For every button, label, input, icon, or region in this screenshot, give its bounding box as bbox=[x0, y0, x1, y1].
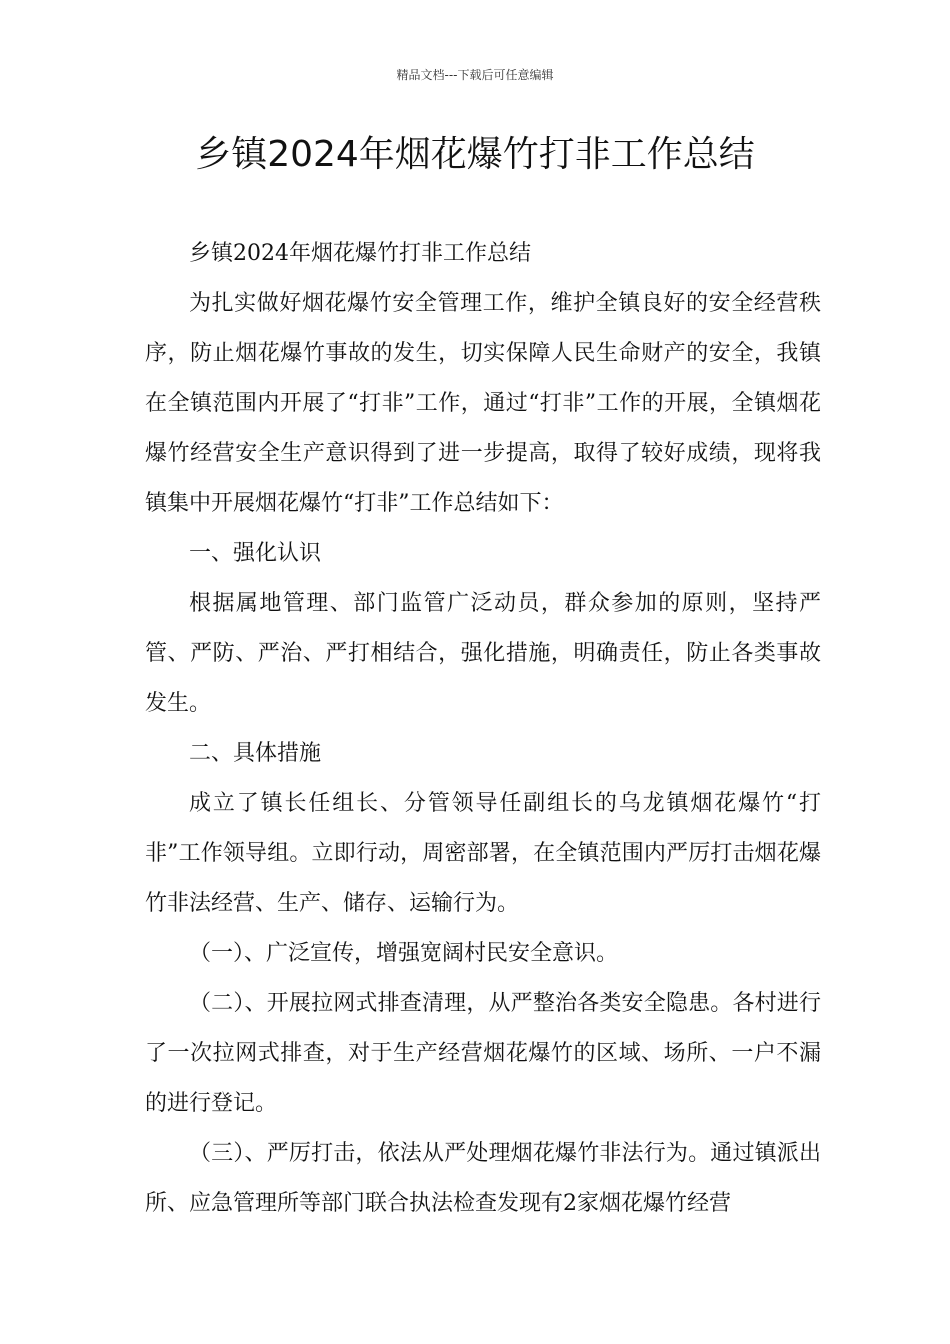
paragraph-subtitle: 乡镇2024年烟花爆竹打非工作总结 bbox=[189, 241, 531, 266]
paragraph-section-2: 成立了镇长任组长、分管领导任副组长的乌龙镇烟花爆竹“打非”工作领导组。立即行动，周密部署，在全镇范围内严厉打击烟花爆竹非法经营、生产、储存、运输行为。 bbox=[145, 791, 821, 916]
paragraph-item-2: （二）、开展拉网式排查清理，从严整治各类安全隐患。各村进行了一次拉网式排查，对于生产经营烟花爆竹的区域、场所、一户不漏的进行登记。 bbox=[145, 991, 821, 1116]
paragraph-intro: 为扎实做好烟花爆竹安全管理工作，维护全镇良好的安全经营秩序，防止烟花爆竹事故的发生，切实保障人民生命财产的安全，我镇在全镇范围内开展了“打非”工作，通过“打非”工作的开展，全镇烟花爆竹经营安全生产意识得到了进一步提高，取得了较好成绩，现将我镇集中开展烟花爆竹“打非”工作总结如下： bbox=[145, 291, 821, 516]
paragraph-item-3: （三）、严厉打击，依法从严处理烟花爆竹非法行为。通过镇派出所、应急管理所等部门联合执法检查发现有2家烟花爆竹经营 bbox=[145, 1141, 821, 1216]
paragraph-section-1: 根据属地管理、部门监管广泛动员，群众参加的原则，坚持严管、严防、严治、严打相结合，强化措施，明确责任，防止各类事故发生。 bbox=[145, 591, 821, 716]
document-body bbox=[145, 229, 821, 1229]
header-note: 精品文档---下载后可任意编辑 bbox=[396, 68, 554, 82]
section-heading-2: 二、具体措施 bbox=[189, 741, 322, 766]
section-heading-1: 一、强化认识 bbox=[189, 541, 322, 566]
paragraph-item-1: （一）、广泛宣传，增强宽阔村民安全意识。 bbox=[189, 941, 619, 966]
document-title: 乡镇2024年烟花爆竹打非工作总结 bbox=[195, 134, 755, 175]
